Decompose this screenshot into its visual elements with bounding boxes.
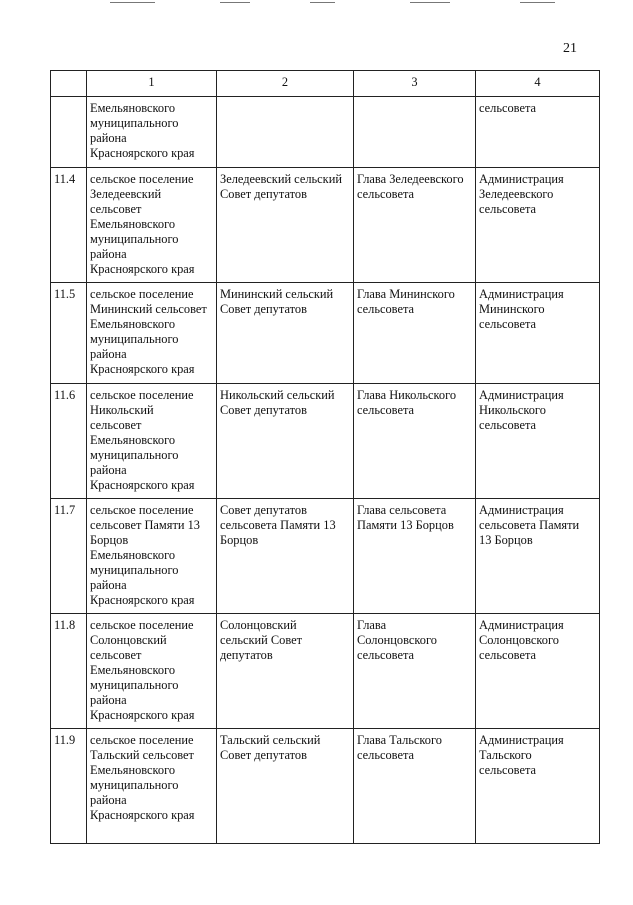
cell-text-line: сельсовета	[357, 302, 415, 316]
cell-text-line: Глава Мининского	[357, 287, 455, 301]
municipality-cell	[87, 168, 217, 283]
council-cell	[217, 384, 354, 499]
council-cell	[217, 614, 354, 729]
administration-cell	[476, 614, 600, 729]
cell-text-line: сельсовета	[479, 418, 537, 432]
council-cell	[217, 283, 354, 384]
cell-text-line: муниципального	[90, 332, 179, 346]
cell-text-line: Совет депутатов	[220, 503, 307, 517]
cell-text-line: Глава сельсовета	[357, 503, 447, 517]
cell-text-line: Глава	[357, 618, 387, 632]
cell-text-line: сельсовета	[479, 317, 537, 331]
cell-text-line: Мининский сельсовет	[90, 302, 207, 316]
municipality-cell	[87, 614, 217, 729]
administration-cell	[476, 168, 600, 283]
row-number-cell: 11.7	[51, 499, 87, 614]
administration-cell	[476, 729, 600, 844]
cell-text-line: Администрация	[479, 733, 564, 747]
header-cell-2: 2	[217, 71, 354, 97]
table-row	[51, 97, 600, 168]
cell-text-line: Администрация	[479, 172, 564, 186]
cell-text-line: сельское поселение	[90, 172, 194, 186]
cell-text-line: сельсовета	[479, 101, 537, 115]
row-number-cell: 11.8	[51, 614, 87, 729]
row-number-cell: 11.6	[51, 384, 87, 499]
cell-text-line: Администрация	[479, 388, 564, 402]
cell-text-line: Никольский сельский	[220, 388, 335, 402]
cell-text-line: сельское поселение	[90, 503, 194, 517]
council-cell	[217, 168, 354, 283]
row-number-cell: 11.9	[51, 729, 87, 844]
cell-text-line: Никольский	[90, 403, 154, 417]
municipality-cell	[87, 499, 217, 614]
cell-text-line: района	[90, 347, 127, 361]
cell-text-line: района	[90, 131, 127, 145]
cell-text-line: Борцов	[220, 533, 259, 547]
cell-text-line: района	[90, 247, 127, 261]
cell-text-line: Емельяновского	[90, 663, 176, 677]
cell-text-line: сельсовета	[479, 763, 537, 777]
cell-text-line: Мининского	[479, 302, 545, 316]
cell-text-line: сельсовета	[357, 648, 415, 662]
cell-text-line: Красноярского края	[90, 262, 195, 276]
cell-text-line: сельское поселение	[90, 618, 194, 632]
cell-text-line: муниципального	[90, 678, 179, 692]
row-number-cell: 11.5	[51, 283, 87, 384]
table-row	[51, 283, 600, 384]
municipality-cell	[87, 729, 217, 844]
cell-text-line: Борцов	[90, 533, 129, 547]
row-number-cell	[51, 97, 87, 168]
cell-text-line: сельсовет	[90, 648, 142, 662]
cell-text-line: Совет депутатов	[220, 748, 307, 762]
cell-text-line: сельсовета	[357, 403, 415, 417]
cell-text-line: сельсовета Памяти 13	[220, 518, 336, 532]
cell-text-line: сельсовета	[357, 748, 415, 762]
table-body	[51, 97, 600, 844]
header-row	[51, 71, 600, 97]
table-row	[51, 384, 600, 499]
cell-text-line: Мининский сельский	[220, 287, 334, 301]
cell-text-line: муниципального	[90, 563, 179, 577]
cell-text-line: Никольского	[479, 403, 546, 417]
administration-cell	[476, 283, 600, 384]
cell-text-line: Солонцовский	[220, 618, 297, 632]
administration-cell	[476, 499, 600, 614]
cell-text-line: Зеледеевский	[90, 187, 162, 201]
row-number-cell: 11.4	[51, 168, 87, 283]
administration-cell	[476, 384, 600, 499]
cell-text-line: Емельяновского	[90, 548, 176, 562]
cell-text-line: Совет депутатов	[220, 302, 307, 316]
cell-text-line: Администрация	[479, 503, 564, 517]
cell-text-line: муниципального	[90, 448, 179, 462]
table-row	[51, 614, 600, 729]
cell-text-line: Емельяновского	[90, 763, 176, 777]
header-cell-num	[51, 71, 87, 97]
cell-text-line: района	[90, 693, 127, 707]
council-cell	[217, 97, 354, 168]
header-cell-1: 1	[87, 71, 217, 97]
cell-text-line: Совет депутатов	[220, 403, 307, 417]
header-cell-3: 3	[354, 71, 476, 97]
cell-text-line: Солонцовского	[357, 633, 437, 647]
cell-text-line: Красноярского края	[90, 593, 195, 607]
page-number: 21	[563, 41, 577, 56]
cell-text-line: Красноярского края	[90, 362, 195, 376]
cell-text-line: Тальского	[479, 748, 532, 762]
cell-text-line: Глава Зеледеевского	[357, 172, 464, 186]
cell-text-line: Емельяновского	[90, 317, 176, 331]
cell-text-line: района	[90, 463, 127, 477]
municipality-cell	[87, 97, 217, 168]
cell-text-line: Совет депутатов	[220, 187, 307, 201]
cell-text-line: депутатов	[220, 648, 273, 662]
cell-text-line: сельсовет	[90, 418, 142, 432]
cell-text-line: сельсовета Памяти	[479, 518, 580, 532]
cell-text-line: сельсовета	[479, 202, 537, 216]
cell-text-line: сельское поселение	[90, 287, 194, 301]
head-cell	[354, 499, 476, 614]
cell-text-line: Администрация	[479, 287, 564, 301]
cell-text-line: Красноярского края	[90, 146, 195, 160]
cell-text-line: Емельяновского	[90, 433, 176, 447]
cell-text-line: Красноярского края	[90, 708, 195, 722]
cell-text-line: сельсовета	[479, 648, 537, 662]
head-cell	[354, 168, 476, 283]
cell-text-line: Солонцовского	[479, 633, 559, 647]
cell-text-line: Памяти 13 Борцов	[357, 518, 454, 532]
council-cell	[217, 499, 354, 614]
cell-text-line: Красноярского края	[90, 478, 195, 492]
cell-text-line: 13 Борцов	[479, 533, 533, 547]
table-row	[51, 729, 600, 844]
administration-cell	[476, 97, 600, 168]
cell-text-line: муниципального	[90, 232, 179, 246]
cell-text-line: сельсовет	[90, 202, 142, 216]
cell-text-line: сельсовета	[357, 187, 415, 201]
settlements-table	[50, 70, 600, 844]
municipality-cell	[87, 384, 217, 499]
cell-text-line: сельское поселение	[90, 733, 194, 747]
head-cell	[354, 97, 476, 168]
cell-text-line: сельский Совет	[220, 633, 303, 647]
cell-text-line: Емельяновского	[90, 217, 176, 231]
cell-text-line: сельсовет Памяти 13	[90, 518, 200, 532]
table-row	[51, 499, 600, 614]
cell-text-line: Тальский сельсовет	[90, 748, 194, 762]
table-row	[51, 168, 600, 283]
cell-text-line: района	[90, 578, 127, 592]
head-cell	[354, 729, 476, 844]
header-cell-4: 4	[476, 71, 600, 97]
cell-text-line: Красноярского края	[90, 808, 195, 822]
cell-text-line: Глава Никольского	[357, 388, 457, 402]
cell-text-line: Администрация	[479, 618, 564, 632]
head-cell	[354, 283, 476, 384]
cell-text-line: муниципального	[90, 778, 179, 792]
cell-text-line: Емельяновского	[90, 101, 176, 115]
municipality-cell	[87, 283, 217, 384]
council-cell	[217, 729, 354, 844]
cell-text-line: Зеледеевский сельский	[220, 172, 342, 186]
cell-text-line: сельское поселение	[90, 388, 194, 402]
cell-text-line: Тальский сельский	[220, 733, 321, 747]
cell-text-line: Солонцовский	[90, 633, 167, 647]
head-cell	[354, 384, 476, 499]
table-header	[51, 71, 600, 97]
cell-text-line: Зеледеевского	[479, 187, 554, 201]
scan-artifact-marks	[80, 2, 600, 5]
cell-text-line: муниципального	[90, 116, 179, 130]
cell-text-line: Глава Тальского	[357, 733, 442, 747]
cell-text-line: района	[90, 793, 127, 807]
head-cell	[354, 614, 476, 729]
